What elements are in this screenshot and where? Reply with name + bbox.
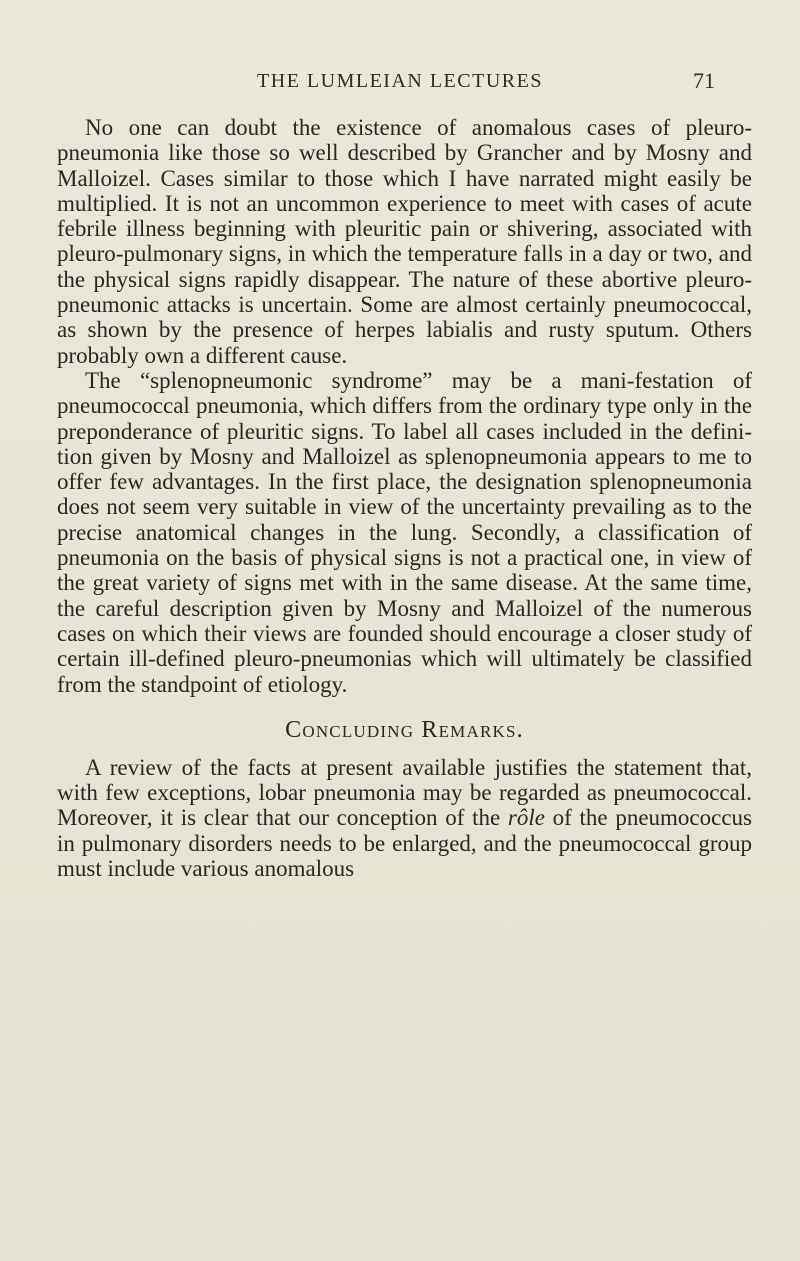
section-heading-concluding-remarks: Concluding Remarks. bbox=[285, 716, 524, 743]
concluding-text-start: A review of the facts at present available justifies the statement that, with few exceptions, lobar pneumonia may be regarded as pneumococcal. Moreover, it is clear that our conception of the bbox=[57, 754, 752, 831]
body-text bbox=[57, 115, 752, 881]
paragraph-anomalous-cases: No one can doubt the existence of anomalous cases of pleuro-pneumonia like those so well described by Grancher and by Mosny and Malloizel. Cases similar to those which I have narrated might easily be multiplied. It is not an uncommon experience to meet with cases of acute febrile illness beginning with pleuritic pain or shivering, associated with pleuro-pulmonary signs, in which the temperature falls in a day or two, and the physical signs rapidly disappear. The nature of these abortive pleuro-pneumonic attacks is uncertain. Some are almost certainly pneumococcal, as shown by the presence of herpes labialis and rusty sputum. Others probably own a different cause. bbox=[57, 115, 752, 368]
italic-term-role: rôle bbox=[507, 805, 545, 831]
concluding-text-end: of the pneumococcus in pulmonary disorders needs to be enlarged, and the pneumococcal group must include various anomalous bbox=[57, 805, 752, 882]
running-head: THE LUMLEIAN LECTURES bbox=[257, 70, 543, 92]
page-number: 71 bbox=[693, 68, 715, 93]
paragraph-splenopneumonic-syndrome: The “splenopneumonic syndrome” may be a mani-festation of pneumococcal pneumonia, which differs from the ordinary type only in the preponderance of pleuritic signs. To label all cases included in the defini-tion given by Mosny and Malloizel as splenopneumonia appears to me to offer few advantages. In the first place, the designation splenopneumonia does not seem very suitable in view of the uncertainty prevailing as to the precise anatomical changes in the lung. Secondly, a classification of pneumonia on the basis of physical signs is not a practical one, in view of the great variety of signs met with in the same disease. At the same time, the careful description given by Mosny and Malloizel of the numerous cases on which their views are founded should encourage a closer study of certain ill-defined pleuro-pneumonias which will ultimately be classified from the standpoint of etiology. bbox=[57, 367, 752, 697]
paragraph-concluding-remarks bbox=[57, 755, 752, 881]
